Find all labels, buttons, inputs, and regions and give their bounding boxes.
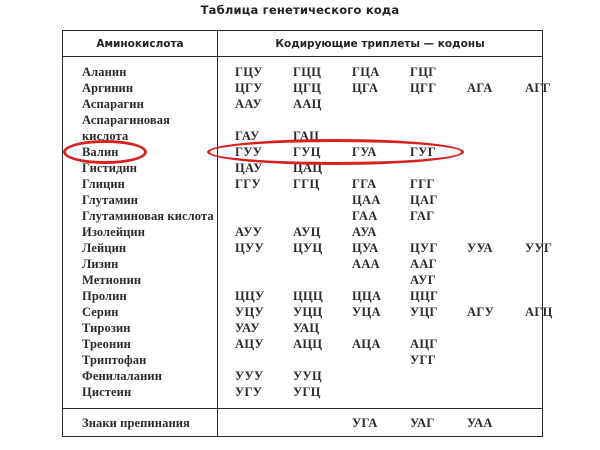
codon: ГЦЦ [293, 65, 322, 79]
amino-acid-name: Пролин [82, 289, 127, 303]
codon: АУЦ [293, 225, 321, 239]
amino-acid-name: Изолейцин [82, 225, 146, 239]
codon: УУГ [525, 241, 553, 255]
codon: УГЦ [293, 385, 321, 399]
codon: АЦЦ [293, 337, 323, 351]
codon: ЦЦА [352, 289, 382, 303]
codon: АУУ [235, 225, 263, 239]
amino-acid-name: Гистидин [82, 161, 138, 175]
codon: УАУ [235, 321, 260, 335]
codon: ГУЦ [293, 145, 321, 159]
header-codons: Кодирующие триплеты — кодоны [275, 38, 485, 50]
codon: ЦАУ [235, 161, 263, 175]
amino-acid-name: Тирозин [82, 321, 131, 335]
stop-codon: УАА [467, 416, 493, 430]
amino-acid-name: Аспарагин [82, 97, 144, 111]
codon: ГУА [352, 145, 377, 159]
codon: УЦА [352, 305, 381, 319]
codon: УУЦ [293, 369, 322, 383]
stop-row-label: Знаки препинания [82, 416, 190, 430]
codon: ГГЦ [293, 177, 320, 191]
amino-acid-name: Аланин [82, 65, 127, 79]
codon: АЦГ [410, 337, 438, 351]
codon: АГУ [467, 305, 495, 319]
codon: АЦА [352, 337, 381, 351]
codon: АУГ [410, 273, 436, 287]
amino-acid-name: Цистеин [82, 385, 132, 399]
amino-acid-name: Треонин [82, 337, 131, 351]
codon: ЦЦУ [235, 289, 265, 303]
codon: АЦУ [235, 337, 264, 351]
codon: ЦУЦ [293, 241, 323, 255]
header-divider [62, 56, 543, 57]
codon: УГГ [410, 353, 436, 367]
amino-acid-name: Метионин [82, 273, 142, 287]
amino-acid-name: Аргинин [82, 81, 134, 95]
codon: ГАГ [410, 209, 435, 223]
codon: ААА [352, 257, 380, 271]
codon: ГЦГ [410, 65, 437, 79]
codon: ЦАГ [410, 193, 438, 207]
codon: ГАА [352, 209, 378, 223]
table-title: Таблица генетического кода [200, 3, 400, 17]
amino-acid-name: Глутамин [82, 193, 139, 207]
codon: УУА [467, 241, 493, 255]
codon: ГУГ [410, 145, 436, 159]
highlight-ellipse-amino [63, 140, 147, 164]
column-divider [217, 30, 218, 437]
codon: ЦГГ [410, 81, 437, 95]
codon: ЦГЦ [293, 81, 322, 95]
amino-acid-name: Триптофан [82, 353, 147, 367]
codon: АГА [467, 81, 493, 95]
codon: ЦГА [352, 81, 379, 95]
stop-codon: УАГ [410, 416, 435, 430]
codon: ГГУ [235, 177, 261, 191]
codon: ЦЦЦ [293, 289, 324, 303]
codon: ААУ [235, 97, 263, 111]
codon: УУУ [235, 369, 264, 383]
codon: АГГ [525, 81, 551, 95]
codon: УГУ [235, 385, 263, 399]
codon: УЦЦ [293, 305, 323, 319]
amino-acid-name: Лейцин [82, 241, 127, 255]
codon: ЦУУ [235, 241, 264, 255]
stop-row-divider [62, 408, 543, 409]
codon: УЦГ [410, 305, 438, 319]
stop-codon: УГА [352, 416, 378, 430]
amino-acid-name: Глицин [82, 177, 125, 191]
codon: ЦГУ [235, 81, 263, 95]
codon: УЦУ [235, 305, 264, 319]
amino-acid-name: Глутаминовая кислота [82, 209, 214, 223]
codon: АГЦ [525, 305, 553, 319]
codon: ЦУГ [410, 241, 438, 255]
codon: ГГГ [410, 177, 435, 191]
amino-acid-name: кислота [82, 129, 129, 143]
amino-acid-name: Серин [82, 305, 119, 319]
amino-acid-name: Валин [82, 145, 119, 159]
codon: ГАЦ [293, 129, 320, 143]
codon: ГЦУ [235, 65, 263, 79]
codon: ААГ [410, 257, 437, 271]
header-amino-acid: Аминокислота [96, 38, 184, 50]
codon: АУА [352, 225, 377, 239]
amino-acid-name: Лизин [82, 257, 119, 271]
codon: ГЦА [352, 65, 380, 79]
codon: ЦЦГ [410, 289, 439, 303]
codon: ЦАА [352, 193, 381, 207]
amino-acid-name: Аспарагиновая [82, 113, 171, 127]
codon: УАЦ [293, 321, 320, 335]
codon: ГГА [352, 177, 377, 191]
amino-acid-name: Фенилаланин [82, 369, 163, 383]
highlight-ellipse-codons [207, 139, 464, 165]
codon: ГАУ [235, 129, 260, 143]
codon: ГУУ [235, 145, 263, 159]
codon: ЦАЦ [293, 161, 323, 175]
codon: ААЦ [293, 97, 322, 111]
codon: ЦУА [352, 241, 379, 255]
